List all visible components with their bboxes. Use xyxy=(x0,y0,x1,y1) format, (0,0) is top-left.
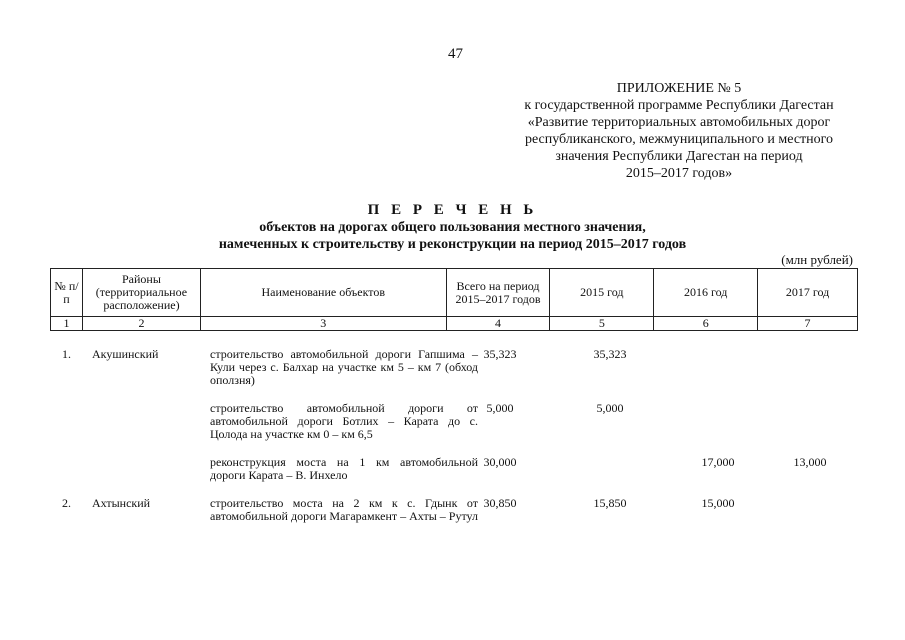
title-line: намеченных к строительству и реконструкции на период 2015–2017 годов xyxy=(218,237,687,252)
object-name-cell: строительство автомобильной дороги Гапшима – Кули через с. Балхар на участке км 5 – км 7 (обход оползня) xyxy=(210,347,478,387)
column-number: 3 xyxy=(200,317,446,331)
row-number: 1. xyxy=(62,347,71,361)
total-cell: 35,323 xyxy=(483,347,517,361)
district-cell: Акушинский xyxy=(92,347,159,361)
row-number: 2. xyxy=(62,496,71,510)
column-number: 1 xyxy=(51,317,83,331)
appendix-line: 2015–2017 годов» xyxy=(625,166,733,181)
header-cell: 2015 год xyxy=(550,269,654,317)
table-header xyxy=(50,268,858,331)
appendix-line: ПРИЛОЖЕНИЕ № 5 xyxy=(616,81,742,96)
year-2015-cell: 5,000 xyxy=(596,401,624,415)
column-number: 5 xyxy=(550,317,654,331)
page-number: 47 xyxy=(448,46,463,62)
header-cell: 2017 год xyxy=(758,269,858,317)
title-heading: П Е Р Е Ч Е Н Ь xyxy=(367,202,538,218)
header-cell: Наименование объектов xyxy=(200,269,446,317)
column-number: 2 xyxy=(82,317,200,331)
object-name-cell: реконструкция моста на 1 км автомобильной дороги Карата – В. Инхело xyxy=(210,455,478,482)
column-number: 6 xyxy=(654,317,758,331)
year-2015-cell: 15,850 xyxy=(593,496,627,510)
object-name-cell: строительство моста на 2 км к с. Гдынк от автомобильной дороги Магарамкент – Ахты – Рутул xyxy=(210,496,479,523)
year-2017-cell: 13,000 xyxy=(793,455,827,469)
year-2016-cell: 17,000 xyxy=(701,455,735,469)
appendix-line: значения Республики Дагестан на период xyxy=(555,149,803,164)
units-label: (млн рублей) xyxy=(781,252,853,267)
document-title xyxy=(0,201,905,253)
column-number: 7 xyxy=(758,317,858,331)
year-2016-cell: 15,000 xyxy=(701,496,735,510)
appendix-line: республиканского, межмуниципального и местного xyxy=(524,132,834,147)
total-cell: 5,000 xyxy=(486,401,514,415)
title-line: объектов на дорогах общего пользования местного значения, xyxy=(259,220,646,235)
header-cell: № п/п xyxy=(51,269,83,317)
appendix-line: к государственной программе Республики Дагестан xyxy=(524,98,834,113)
district-cell: Ахтынский xyxy=(92,496,151,510)
header-cell: Всего на период 2015–2017 годов xyxy=(446,269,550,317)
object-name-cell: строительство автомобильной дороги от автомобильной дороги Ботлих – Карата до с. Цолода на участке км 0 – км 6,5 xyxy=(210,401,478,441)
header-cell: Районы (территориальное расположение) xyxy=(82,269,200,317)
appendix-line: «Развитие территориальных автомобильных дорог xyxy=(527,115,831,130)
column-number: 4 xyxy=(446,317,550,331)
header-cell: 2016 год xyxy=(654,269,758,317)
year-2015-cell: 35,323 xyxy=(593,347,627,361)
total-cell: 30,850 xyxy=(483,496,517,510)
total-cell: 30,000 xyxy=(483,455,517,469)
appendix-note xyxy=(499,80,859,182)
